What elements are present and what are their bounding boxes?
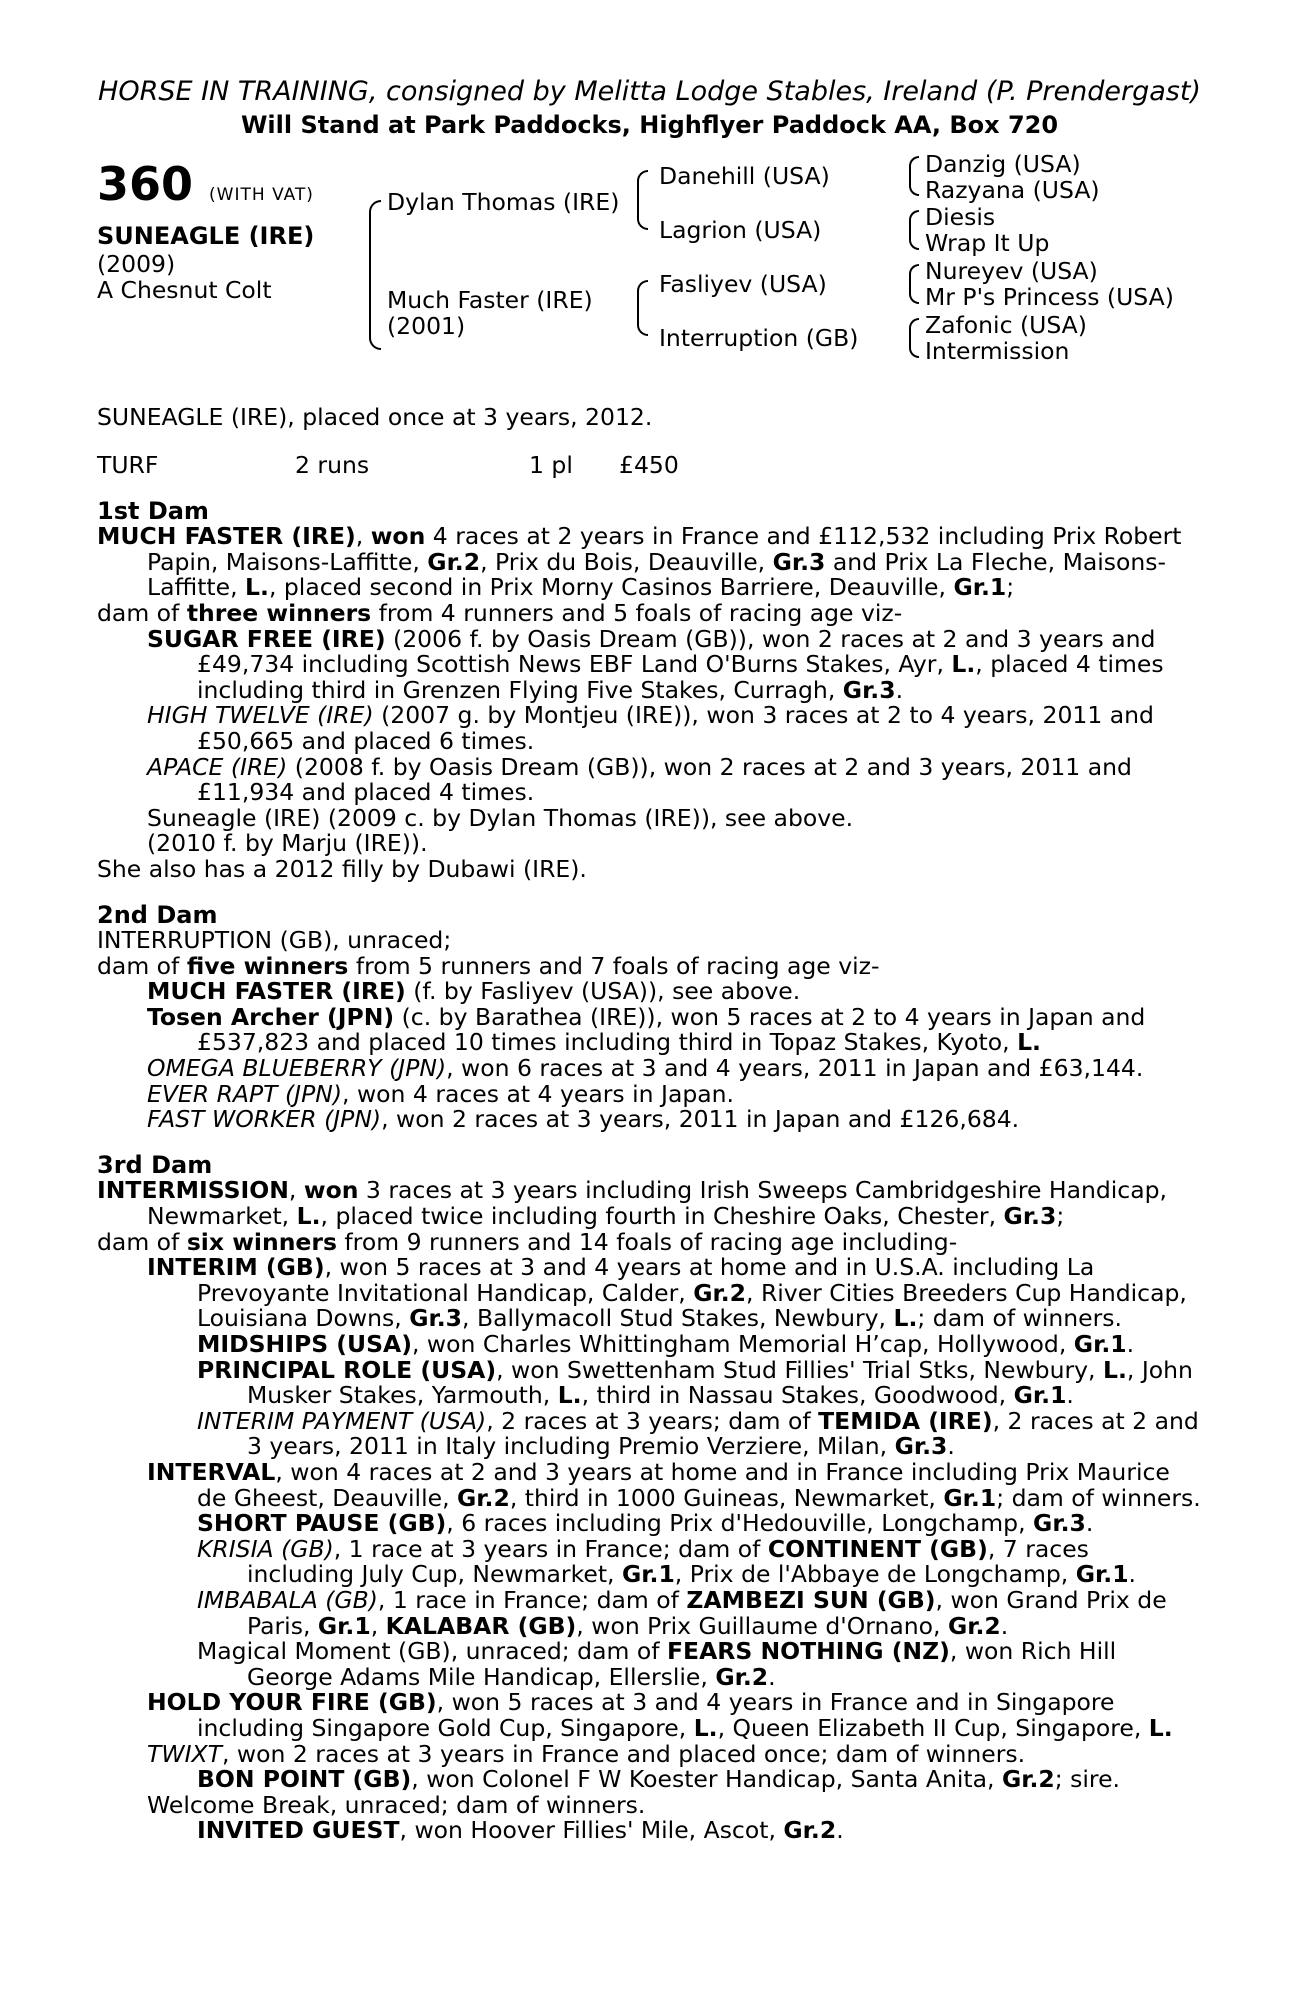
- dam-year: (2001): [387, 312, 466, 340]
- horse-name: SUNEAGLE (IRE): [97, 222, 315, 250]
- stand-location: Will Stand at Park Paddocks, Highflyer Paddock AA, Box 720: [240, 111, 1059, 139]
- dd-bracket: [909, 318, 919, 358]
- first-dam-heading: 1st Dam: [97, 496, 209, 525]
- sire-dam-bracket: [369, 200, 381, 350]
- list-item: KRISIA (GB), 1 race at 3 years in France; dam of CONTINENT (GB), 7 races including July Cup, Newmarket, Gr.1, Prix de l'Abbaye de Longchamp, Gr.1.: [197, 1534, 1137, 1589]
- second-dam-record: INTERRUPTION (GB), unraced;: [97, 926, 452, 955]
- ss-bracket: [909, 156, 919, 196]
- list-item: INTERVAL, won 4 races at 2 and 3 years at home and in France including Prix Maurice de Gheest, Deauville, Gr.2, third in 1000 Guineas, Newmarket, Gr.1; dam of winners.: [147, 1457, 1201, 1512]
- second-dam-produce: dam of five winners from 5 runners and 7 foals of racing age viz-: [97, 951, 880, 980]
- sire: Dylan Thomas (IRE): [387, 188, 620, 216]
- list-item: PRINCIPAL ROLE (USA), won Swettenham Stud Fillies' Trial Stks, Newbury, L., John Musker Stakes, Yarmouth, L., third in Nassau Stakes, Goodwood, Gr.1.: [197, 1355, 1193, 1410]
- list-item: APACE (IRE) (2008 f. by Oasis Dream (GB)), won 2 races at 2 and 3 years, 2011 and £11,934 and placed 4 times.: [147, 752, 1132, 807]
- pedigree-block: [97, 150, 1202, 405]
- dam-dam-sire: Zafonic (USA): [925, 311, 1087, 339]
- sire-dam-sire: Diesis: [925, 203, 996, 231]
- sd-bracket: [909, 210, 919, 250]
- first-dam-produce: dam of three winners from 4 runners and 5 foals of racing age viz-: [97, 598, 903, 627]
- list-item: INTERIM PAYMENT (USA), 2 races at 3 years; dam of TEMIDA (IRE), 2 races at 2 and 3 years, 2011 in Italy including Premio Verziere, Milan, Gr.3.: [197, 1406, 1199, 1461]
- turf-earnings: £450: [619, 450, 679, 479]
- dam-sire: Fasliyev (USA): [659, 270, 827, 298]
- dam-sire-dam: Mr P's Princess (USA): [925, 283, 1174, 311]
- list-item: MIDSHIPS (USA), won Charles Whittingham Memorial H’cap, Hollywood, Gr.1.: [197, 1330, 1135, 1358]
- dam-dam-dam: Intermission: [925, 337, 1070, 365]
- consignor-line: HORSE IN TRAINING, consigned by Melitta Lodge Stables, Ireland (P. Prendergast): [98, 76, 1201, 107]
- sire-sire-sire: Danzig (USA): [925, 150, 1081, 178]
- list-item: TWIXT, won 2 races at 3 years in France and placed once; dam of winners.: [147, 1739, 1026, 1768]
- turf-placed: 1 pl: [529, 450, 573, 479]
- list-item: Tosen Archer (JPN) (c. by Barathea (IRE)), won 5 races at 2 to 4 years in Japan and £537,823 and placed 10 times including third in Topaz Stakes, Kyoto, L.: [147, 1002, 1146, 1057]
- list-item: Magical Moment (GB), unraced; dam of FEARS NOTHING (NZ), won Rich Hill George Adams Mile Handicap, Ellerslie, Gr.2.: [197, 1637, 1117, 1691]
- list-item: (2010 f. by Marju (IRE)).: [147, 829, 428, 858]
- lot-number: 360: [97, 157, 194, 211]
- dam: Much Faster (IRE): [387, 286, 593, 314]
- sire-dam: Lagrion (USA): [659, 216, 822, 244]
- dam-dam: Interruption (GB): [659, 324, 859, 352]
- list-item: BON POINT (GB), won Colonel F W Koester Handicap, Santa Anita, Gr.2; sire.: [197, 1765, 1120, 1794]
- turf-label: TURF: [97, 450, 159, 479]
- lot-number-block: [97, 157, 314, 219]
- third-dam-record: INTERMISSION, won 3 races at 3 years including Irish Sweeps Cambridgeshire Handicap, Newmarket, L., placed twice including fourth in Cheshire Oaks, Chester, Gr.3;: [97, 1176, 1168, 1231]
- third-dam-heading: 3rd Dam: [97, 1150, 213, 1179]
- list-item: SHORT PAUSE (GB), 6 races including Prix d'Hedouville, Longchamp, Gr.3.: [197, 1509, 1094, 1538]
- sire-dam-dam: Wrap It Up: [925, 229, 1050, 257]
- list-item: HIGH TWELVE (IRE) (2007 g. by Montjeu (IRE)), won 3 races at 2 to 4 years, 2011 and £50,665 and placed 6 times.: [147, 701, 1154, 755]
- horse-description: A Chesnut Colt: [97, 276, 272, 304]
- sire-sire: Danehill (USA): [659, 162, 830, 190]
- list-item: FAST WORKER (JPN), won 2 races at 3 years, 2011 in Japan and £126,684.: [147, 1105, 1020, 1134]
- second-dam-heading: 2nd Dam: [97, 900, 218, 929]
- sire-sire-dam: Razyana (USA): [925, 176, 1100, 204]
- catalogue-page: [97, 78, 1202, 1844]
- list-item: Suneagle (IRE) (2009 c. by Dylan Thomas (IRE)), see above.: [147, 803, 854, 832]
- sire-parents-bracket: [637, 170, 648, 230]
- first-dam-record: MUCH FASTER (IRE), won 4 races at 2 years in France and £112,532 including Prix Robert Papin, Maisons-Laffitte, Gr.2, Prix du Bois, Deauville, Gr.3 and Prix La Fleche, Maisons-Laffitte, L., placed second in Prix Morny Casinos Barriere, Deauville, Gr.1;: [97, 522, 1182, 602]
- dam-sire-sire: Nureyev (USA): [925, 257, 1098, 285]
- list-item: Welcome Break, unraced; dam of winners.: [147, 1790, 646, 1819]
- third-dam-produce: dam of six winners from 9 runners and 14 foals of racing age including-: [97, 1227, 958, 1256]
- list-item: IMBABALA (GB), 1 race in France; dam of ZAMBEZI SUN (GB), won Grand Prix de Paris, Gr.1, KALABAR (GB), won Prix Guillaume d'Ornano, Gr.2.: [197, 1585, 1167, 1640]
- list-item: INVITED GUEST, won Hoover Fillies' Mile, Ascot, Gr.2.: [197, 1816, 844, 1845]
- list-item: INTERIM (GB), won 5 races at 3 and 4 years at home and in U.S.A. including La Prevoyante Invitational Handicap, Calder, Gr.2, River Cities Breeders Cup Handicap, Louisiana Downs, Gr.3, Ballymacoll Stud Stakes, Newbury, L.; dam of winners.: [147, 1253, 1187, 1333]
- list-item: OMEGA BLUEBERRY (JPN), won 6 races at 3 and 4 years, 2011 in Japan and £63,144.: [147, 1054, 1144, 1083]
- vat-label: (WITH VAT): [209, 185, 314, 205]
- first-dam-note: She also has a 2012 filly by Dubawi (IRE).: [97, 854, 587, 883]
- list-item: EVER RAPT (JPN), won 4 races at 4 years in Japan.: [147, 1079, 735, 1108]
- list-item: MUCH FASTER (IRE) (f. by Fasliyev (USA)), see above.: [147, 977, 801, 1006]
- dam-parents-bracket: [637, 280, 648, 336]
- horse-year: (2009): [97, 250, 176, 278]
- list-item: SUGAR FREE (IRE) (2006 f. by Oasis Dream (GB)), won 2 races at 2 and 3 years and £49,734 including Scottish News EBF Land O'Burns Stakes, Ayr, L., placed 4 times including third in Grenzen Flying Five Stakes, Curragh, Gr.3.: [147, 624, 1164, 704]
- turf-record: [97, 450, 1202, 479]
- list-item: HOLD YOUR FIRE (GB), won 5 races at 3 and 4 years in France and in Singapore including Singapore Gold Cup, Singapore, L., Queen Elizabeth II Cup, Singapore, L.: [147, 1688, 1173, 1742]
- race-summary: SUNEAGLE (IRE), placed once at 3 years, 2012.: [97, 403, 653, 431]
- ds-bracket: [909, 264, 919, 304]
- turf-runs: 2 runs: [295, 450, 370, 479]
